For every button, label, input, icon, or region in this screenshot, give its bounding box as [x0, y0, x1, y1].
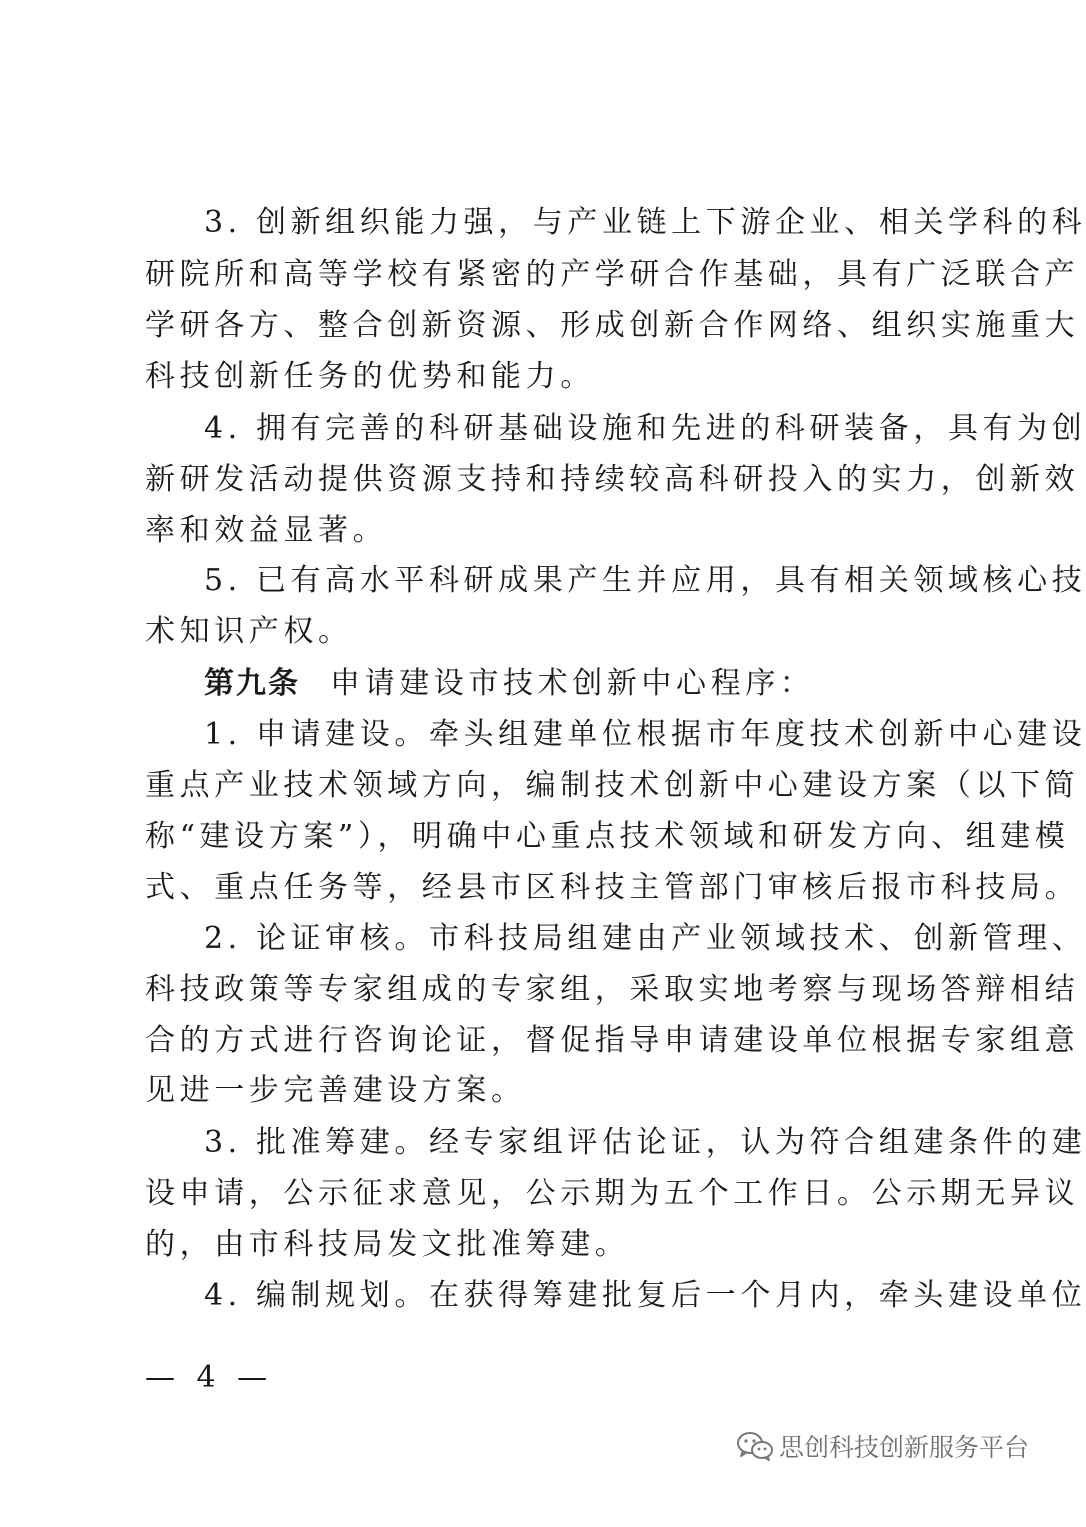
article-label: 第九条: [204, 666, 300, 701]
paragraph-line: 3. 批准筹建。经专家组评估论证，认为符合组建条件的建: [204, 1125, 1086, 1160]
paragraph-line: 新研发活动提供资源支持和持续较高科研投入的实力，创新效: [145, 462, 1080, 497]
article-heading: [204, 658, 944, 710]
paragraph-line: 重点产业技术领域方向，编制技术创新中心建设方案（以下简: [145, 768, 1080, 803]
page-number: — 4 —: [145, 1360, 274, 1395]
paragraph-line: 设申请，公示征求意见，公示期为五个工作日。公示期无异议: [145, 1176, 1080, 1211]
paragraph-line: 称“建设方案”），明确中心重点技术领域和研发方向、组建模: [145, 819, 1070, 854]
paragraph-line: 科技政策等专家组成的专家组，采取实地考察与现场答辩相结: [145, 972, 1080, 1007]
paragraph-line: 学研各方、整合创新资源、形成创新合作网络、组织实施重大: [145, 308, 1080, 343]
paragraph-line: 的，由市科技局发文批准筹建。: [145, 1227, 630, 1262]
paragraph-line: 4. 编制规划。在获得筹建批复后一个月内，牵头建设单位: [204, 1278, 1086, 1313]
paragraph-line: 2. 论证审核。市科技局组建由产业领域技术、创新管理、: [204, 921, 1086, 956]
wechat-icon: [735, 1430, 775, 1462]
paragraph-line: 合的方式进行咨询论证，督促指导申请建设单位根据专家组意: [145, 1023, 1080, 1058]
paragraph-line: 4. 拥有完善的科研基础设施和先进的科研装备，具有为创: [204, 411, 1086, 446]
paragraph-line: 式、重点任务等，经县市区科技主管部门审核后报市科技局。: [145, 870, 1080, 905]
paragraph-line: 术知识产权。: [145, 614, 353, 649]
paragraph-line: 3. 创新组织能力强，与产业链上下游企业、相关学科的科: [204, 205, 1086, 240]
article-title: 申请建设市技术创新中心程序：: [330, 666, 815, 701]
paragraph-line: 5. 已有高水平科研成果产生并应用，具有相关领域核心技: [204, 563, 1086, 598]
paragraph-line: 见进一步完善建设方案。: [145, 1073, 526, 1108]
watermark-text: 思创科技创新服务平台: [779, 1433, 1030, 1462]
watermark: [735, 1428, 1029, 1464]
paragraph-line: 研院所和高等学校有紧密的产学研合作基础，具有广泛联合产: [145, 257, 1080, 292]
paragraph-line: 率和效益显著。: [145, 513, 388, 548]
paragraph-line: 1. 申请建设。牵头组建单位根据市年度技术创新中心建设: [204, 717, 1086, 752]
paragraph-line: 科技创新任务的优势和能力。: [145, 359, 595, 394]
